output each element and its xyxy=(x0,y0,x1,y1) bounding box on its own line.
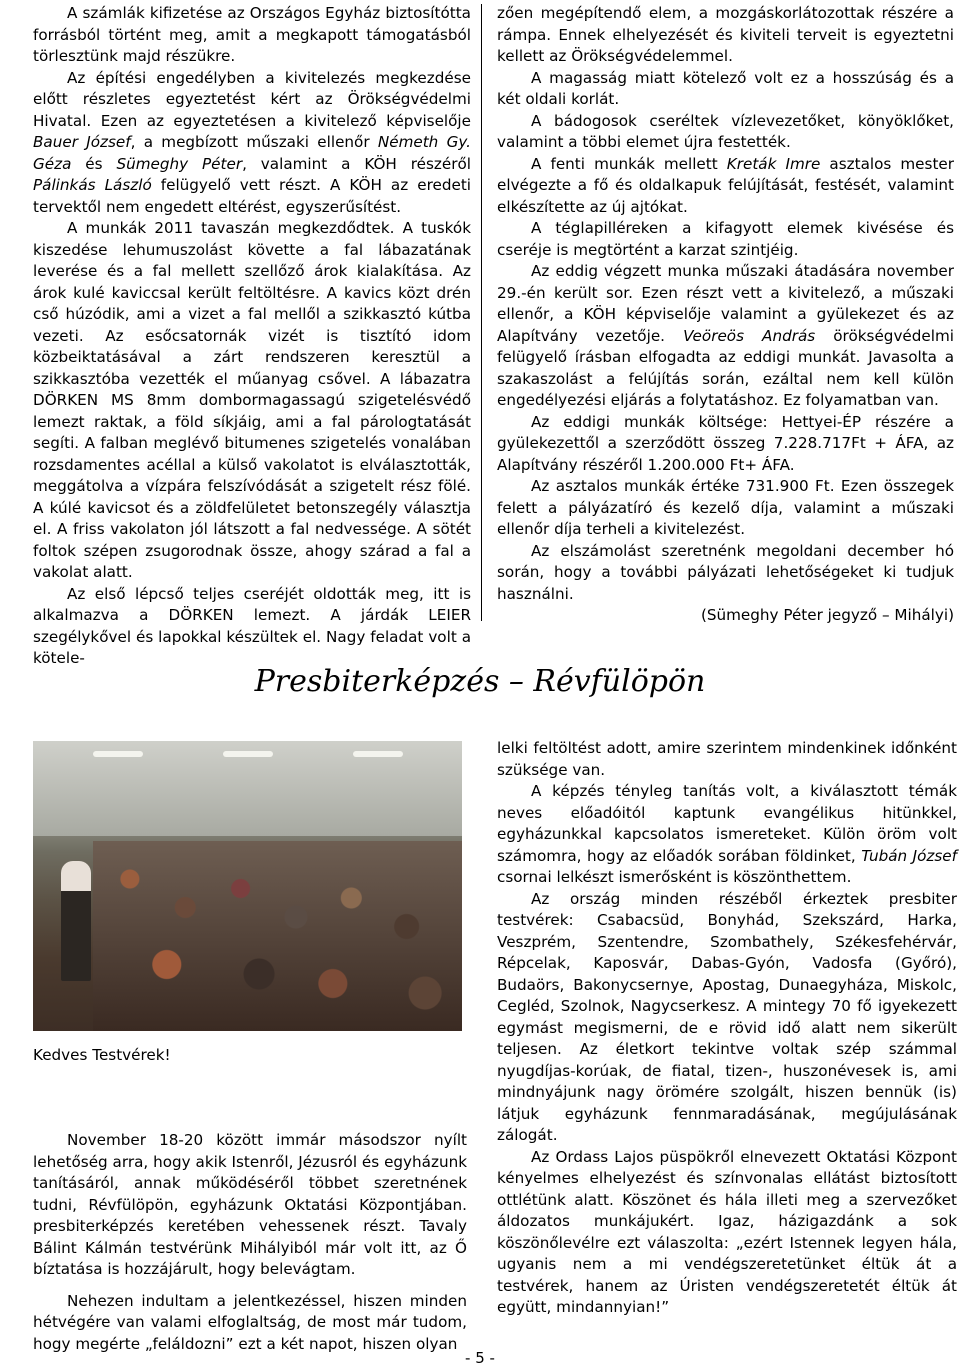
paragraph: Az eddig végzett munka műszaki átadására november 29.-én került sor. Ezen részt vett a kivitelező, a műszaki ellenőr, a KÖH képviselője valamint a gyülekezet és az Alapítvány vezetője. Veöreös András örökségvédelmi felügyelő írásban elfogadta az eddigi munkát. Javasolta a szakaszolást a felújítás során, ezáltal nem kell külön engedélyezési eljárás a folytatáshoz. Ez folyamatban van. xyxy=(497,262,954,409)
paragraph: Az első lépcső teljes cseréjét oldották meg, itt is alkalmazva a DÖRKEN lemezt. A járdák LEIER szegélykővel és lapokkal készültek el. Nagy feladat volt a kötele- xyxy=(33,584,471,667)
ceiling-lamp xyxy=(223,751,273,757)
person-name: Veöreös András xyxy=(683,326,816,345)
paragraph: November 18-20 között immár másodszor nyílt lehetőség arra, hogy akik Istenről, Jézusról és egyházunk tanításáról, annak működéséről többet szeretnének tudni, Révfülöpön, egyházunk Oktatási Központjában. presbiterképzés keretében vehessenek részt. Tavaly Bálint Kálmán testvérünk Mihályiból már volt itt, az Ő bíztatása is hozzájárult, hogy belevágtam. xyxy=(33,1131,467,1278)
paragraph: Az asztalos munkák értéke 731.900 Ft. Ezen összegek felett a pályázatíró és kezelő díja, valamint a műszaki ellenőr díja terheli a kivitelezést. xyxy=(497,477,954,538)
column-divider xyxy=(481,4,482,621)
person-name: Tubán József xyxy=(861,846,957,865)
ceiling-lamp xyxy=(353,751,403,757)
paragraph: zően megépítendő elem, a mozgáskorlátozottak részére a rámpa. Ennek elhelyezését és kiviteli terveit is egyeztetni kellett az Örökségvédelemmel. xyxy=(497,4,954,65)
article-column-3 xyxy=(33,1130,467,1355)
person-name: Németh Gy. Géza xyxy=(33,133,471,173)
speaker-figure xyxy=(61,861,91,981)
paragraph: A téglapilléreken a kifagyott elemek kivésése és cseréje is megtörtént a karzat szintjéig. xyxy=(497,219,954,259)
person-name: Bauer József xyxy=(33,133,131,151)
paragraph: Az ország minden részéből érkeztek presbiter testvérek: Csabacsüd, Bonyhád, Szekszárd, Harka, Veszprém, Szentendre, Szombathely, Székesfehérvár, Répcelak, Kaposvár, Dabas-Gyón, Vadosfa (Győró), Budaörs, Bakonycsernye, Apostag, Dunaegyháza, Miskolc, Cegléd, Szolnok, Nagycserkesz. A mintegy 70 fő igyekezett egymást megismerni, de e rövid idő alatt nem sikerült teljesen. Az életkort tekintve voltak szép számmal nyugdíjas-korúak, de fiatal, tizen-, huszonévesek is, ami mindnyájunk nagy örömére szolgált, hiszen bennük (is) látjuk egyházunk fennmaradásának, megújulásának zálogát. xyxy=(497,889,957,1144)
paragraph: A munkák 2011 tavaszán megkezdődtek. A tuskók kiszedése lehumuszolást követte a fal lábazatának leverése és a fal mellett szellőző árok kialakítása. Az árok kulé kaviccsal került feltöltésre. A kavics közt drén cső húzódik, ami a vizet a fal mellől a szikkasztó kútba vezeti. Az esőcsatornák vizét is tisztító idom közbeiktatásával a zárt rendszeren keresztül a szikkasztóba vezették el műanyag csővel. A lábazatra DÖRKEN MS 8mm dombormagassagú szigetelésvédő lemezt raktak, a föld síkjáig, ami a fal párologtatását segíti. A falban meglévő bitumenes szigetelés vonalában rozsdamentes acéllal a külső vakolatot is elválasztották, meggátolva a vízpára felszívódását a szigetelt rész fölé. A kúlé kavicsot és a zöldfelületet betonszegély választja el. A friss vakolaton jól látszott a fal nedvessége. A sötét foltok szépen zsugorodnak össze, ahogy szárad a fal a vakolat alatt. xyxy=(33,219,471,581)
person-name: Pálinkás László xyxy=(33,176,152,194)
paragraph: Az Ordass Lajos püspökről elnevezett Oktatási Központ kényelmes elhelyezést és színvonalas ellátást biztosított ottlétünk alatt. Köszönet és hála illeti meg a szervezőket áldozatos munkájukért. Igaz, házigazdánk a sok köszönőlevélre ezt válaszolta: „ezért Istennek legyen hála, ugyanis nem a mi vendégszeretetünket éltük át a testvérek, hanem az Úristen vendégszeretetét éltük át együtt, mindannyian!” xyxy=(497,1147,957,1316)
event-photo xyxy=(33,741,462,1031)
page-number: - 5 - xyxy=(465,1349,495,1367)
paragraph: Az építési engedélyben a kivitelezés megkezdése előtt részletes egyeztetést kért az Örökségvédelmi Hivatal. Ezen az egyeztetésen a kivitelező képviselője Bauer József, a megbízott műszaki ellenőr Németh Gy. Géza és Sümeghy Péter, valamint a KÖH részéről Pálinkás László felügyelő vett részt. A KÖH az eredeti tervektől nem engedett eltérést, egyszerűsítést. xyxy=(33,68,471,216)
ceiling-lamp xyxy=(93,751,143,757)
article-column-4 xyxy=(497,738,957,1319)
article-column-1 xyxy=(33,3,471,670)
person-name: Kreták Imre xyxy=(726,154,821,173)
paragraph: Az elszámolást szeretnénk megoldani december hó során, hogy a további pályázati lehetőségeket ki tudjuk használni. xyxy=(497,541,954,603)
paragraph: A bádogosok cseréltek vízlevezetőket, könyöklőket, valamint a többi elemet újra festették. xyxy=(497,111,954,151)
person-name: Sümeghy Péter xyxy=(116,154,243,173)
paragraph: A fenti munkák mellett Kreták Imre asztalos mester elvégezte a fő és oldalkapuk felújítását, festését, valamint elkészítette az új ajtókat. xyxy=(497,154,954,216)
paragraph: Nehezen indultam a jelentkezéssel, hiszen minden hétvégére van valami elfoglaltság, de most már tudom, hogy megérte „feláldozni” ezt a két napot, hiszen olyan xyxy=(33,1291,467,1353)
paragraph: A számlák kifizetése az Országos Egyház biztosítótta forrásból történt meg, amit a megkapott támogatásból törlesztünk majd részükre. xyxy=(33,4,471,65)
paragraph: lelki feltöltést adott, amire szerintem mindenkinek időnként szüksége van. xyxy=(497,739,957,779)
signature: (Sümeghy Péter jegyző – Mihályi) xyxy=(700,606,954,624)
paragraph: A magasság miatt kötelező volt ez a hosszúság és a két oldali korlát. xyxy=(497,68,954,108)
audience xyxy=(93,841,462,1031)
paragraph: Az eddigi munkák költsége: Hettyei-ÉP részére a gyülekezettől a szerződött összeg 7.228.717Ft + ÁFA, az Alapítvány részéről 1.200.000 Ft+ ÁFA. xyxy=(497,412,954,474)
paragraph: A képzés tényleg tanítás volt, a kiválasztott témák neves előadóitól kaptunk evangélikus hitünkkel, egyházunkkal kapcsolatos ismereteket. Külön öröm volt számomra, hogy az előadók sorában földinket, Tubán József csornai lelkészt ismerősként is köszönthettem. xyxy=(497,782,957,886)
article-column-2 xyxy=(497,3,954,627)
article-title: Presbiterképzés – Révfülöpön xyxy=(254,664,706,699)
greeting: Kedves Testvérek! xyxy=(33,1046,171,1064)
